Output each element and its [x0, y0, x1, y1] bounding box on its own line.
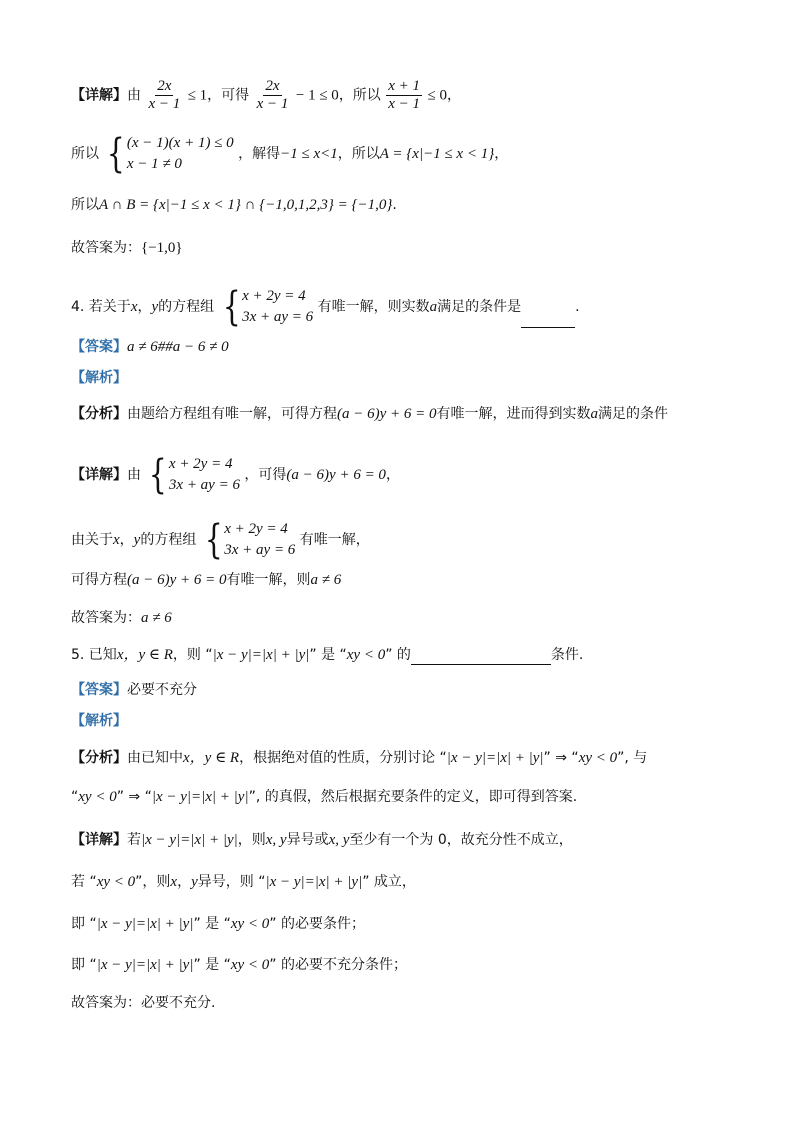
text: 异号，则 “ — [197, 874, 266, 890]
math: |x − y|=|x| + |y| — [446, 750, 544, 766]
math: x, y — [328, 832, 350, 848]
detail-line-2 — [71, 133, 508, 175]
final-answer: 故答案为：必要不充分. — [71, 995, 216, 1011]
q5-detail-3 — [71, 914, 365, 934]
text: ， — [446, 87, 461, 104]
q4-method — [71, 404, 668, 424]
text: 由题给方程组有唯一解，可得方程 — [127, 406, 337, 422]
answer-blank — [411, 648, 551, 665]
text: ” ⇒ “ — [116, 789, 152, 805]
text: ”, 的真假，然后根据充要条件的定义，即可得到答案. — [248, 789, 578, 805]
math: x, y — [265, 832, 287, 848]
math: |x − y|=|x| + |y| — [96, 957, 194, 973]
text: 所以 — [71, 197, 99, 213]
q4-detail — [71, 454, 400, 496]
text: ” 成立， — [362, 874, 416, 890]
text: 由 — [127, 87, 141, 104]
math: y — [191, 874, 198, 890]
answer-math: a ≠ 6 — [141, 610, 172, 626]
text: ，可得 — [244, 467, 287, 483]
math: |x − y|=|x| + |y| — [141, 832, 238, 848]
text: ”，则 — [135, 874, 171, 890]
math: x，y ∈ R — [183, 750, 240, 766]
text: 的方程组 — [158, 299, 215, 315]
math: |x − y|=|x| + |y| — [96, 916, 194, 932]
text: 故答案为： — [71, 610, 141, 626]
question-text: 4. 若关于 — [71, 299, 131, 315]
text: ” 的必要条件； — [269, 916, 365, 932]
q4-analysis — [71, 368, 127, 388]
text: ” 的必要不充分条件； — [269, 957, 407, 973]
var-x: x — [130, 299, 138, 315]
text: . — [575, 299, 580, 315]
fraction-3: $\frac{x + 1}{x - 1}$ — [388, 78, 421, 112]
math: xy < 0 — [96, 874, 136, 890]
text: 即 “ — [71, 957, 97, 973]
math: xy < 0 — [230, 916, 270, 932]
text: 有唯一解，则实数 — [317, 299, 430, 315]
intersection-math: A ∩ B = {x|−1 ≤ x < 1} ∩ {−1,0,1,2,3} = {−1,0} — [99, 197, 393, 213]
math: x，y ∈ R — [116, 647, 173, 663]
q5-detail-4 — [71, 955, 407, 975]
text: . — [392, 197, 397, 213]
text: 的方程组 — [140, 532, 197, 548]
q5-answer — [71, 680, 197, 700]
q5-detail-2 — [71, 872, 416, 892]
text: 满足的条件 — [598, 406, 669, 422]
text: ，所以 — [338, 87, 381, 104]
method-tag: 【分析】 — [71, 406, 127, 422]
detail-line-3 — [71, 195, 397, 215]
text: 若 — [127, 832, 141, 848]
question-text: 5. 已知 — [71, 647, 117, 663]
text: ， — [494, 146, 509, 162]
text: ” 是 “ — [193, 916, 231, 932]
q5-method-1 — [71, 748, 647, 768]
analysis-tag: 【解析】 — [71, 713, 127, 729]
answer-text: 必要不充分 — [127, 682, 197, 698]
q5-final — [71, 993, 215, 1013]
relation-2: − 1 ≤ 0 — [295, 87, 339, 104]
detail-tag: 【详解】 — [71, 467, 127, 483]
q4-answer — [71, 337, 229, 357]
text: 有唯一解，进而得到实数 — [436, 406, 591, 422]
text: ， — [385, 467, 400, 483]
text: ，所以 — [337, 146, 380, 162]
text: 条件. — [550, 647, 584, 663]
fraction-2: $\frac{2x}{x - 1}$ — [256, 78, 289, 112]
text: 即 “ — [71, 916, 97, 932]
text: ，则 “ — [172, 647, 213, 663]
fraction-1: $\frac{2x}{x - 1}$ — [148, 78, 181, 112]
var-a: a — [590, 406, 599, 422]
math: (a − 6)y + 6 = 0 — [127, 572, 227, 588]
method-tag: 【分析】 — [71, 750, 127, 766]
math: |x − y|=|x| + |y| — [265, 874, 363, 890]
set-a: A = {x|−1 ≤ x < 1} — [379, 146, 495, 162]
q4-detail-3 — [71, 570, 341, 590]
text: ，解得 — [238, 146, 281, 162]
text: 由 — [127, 467, 141, 483]
text: ” 是 “ — [309, 647, 347, 663]
answer-tag: 【答案】 — [71, 682, 127, 698]
math: a ≠ 6 — [310, 572, 342, 588]
text: ，可得 — [207, 87, 250, 104]
math: xy < 0 — [230, 957, 270, 973]
equation-system: { x + 2y = 4 3x + ay = 6 — [204, 517, 296, 563]
text: 有唯一解， — [299, 532, 370, 548]
analysis-tag: 【解析】 — [71, 370, 127, 386]
text: 由关于 — [71, 532, 113, 548]
text: ， — [137, 299, 152, 315]
question-5 — [71, 645, 583, 665]
math: xy < 0 — [78, 789, 117, 805]
answer-math: a ≠ 6##a − 6 ≠ 0 — [127, 339, 229, 355]
equation-system: { x + 2y = 4 3x + ay = 6 — [222, 284, 314, 330]
var-y: y — [133, 532, 141, 548]
text: “ — [71, 789, 79, 805]
text: 满足的条件是 — [437, 299, 522, 315]
math: x — [170, 874, 178, 890]
text: ”, 与 — [617, 750, 648, 766]
question-4 — [71, 286, 580, 328]
q5-detail-1 — [71, 830, 573, 850]
math: |x − y|=|x| + |y| — [151, 789, 249, 805]
relation-3: ≤ 0 — [427, 87, 447, 104]
answer-tag: 【答案】 — [71, 339, 127, 355]
text: ” ⇒ “ — [543, 750, 579, 766]
text: ， — [119, 532, 134, 548]
var-a: a — [429, 299, 438, 315]
detail-tag: 【详解】 — [71, 832, 127, 848]
text: ，根据绝对值的性质，分别讨论 “ — [239, 750, 447, 766]
equation-system: { x + 2y = 4 3x + ay = 6 — [149, 452, 240, 498]
text: ， — [177, 874, 192, 890]
answer-line-3 — [71, 238, 183, 258]
math: −1 ≤ x<1 — [280, 146, 338, 162]
math: |x − y|=|x| + |y| — [212, 647, 310, 663]
answer-blank — [521, 311, 575, 328]
answer-math: {−1,0} — [141, 240, 183, 256]
var-x: x — [113, 532, 120, 548]
text: 有唯一解，则 — [226, 572, 311, 588]
text: ” 的 — [385, 647, 411, 663]
text: 异号或 — [286, 832, 329, 848]
relation-1: ≤ 1 — [187, 87, 208, 104]
text: 至少有一个为 0，故充分性不成立， — [349, 832, 573, 848]
q5-method-2 — [71, 787, 577, 807]
text: ” 是 “ — [193, 957, 231, 973]
text: 由已知中 — [127, 750, 183, 766]
text: 可得方程 — [71, 572, 127, 588]
math: (a − 6)y + 6 = 0 — [286, 467, 386, 483]
detail-line-1 — [71, 78, 461, 113]
q4-final — [71, 608, 172, 628]
text: ，则 — [237, 832, 266, 848]
math: xy < 0 — [578, 750, 618, 766]
text: 所以 — [71, 146, 99, 162]
text: 故答案为： — [71, 240, 141, 256]
math: xy < 0 — [346, 647, 386, 663]
q5-analysis — [71, 711, 127, 731]
var-y: y — [151, 299, 159, 315]
detail-tag: 【详解】 — [71, 87, 127, 104]
equation-system: { (x − 1)(x + 1) ≤ 0 x − 1 ≠ 0 — [107, 131, 234, 177]
text: 若 “ — [71, 874, 97, 890]
q4-detail-2 — [71, 519, 370, 561]
math: (a − 6)y + 6 = 0 — [337, 406, 437, 422]
